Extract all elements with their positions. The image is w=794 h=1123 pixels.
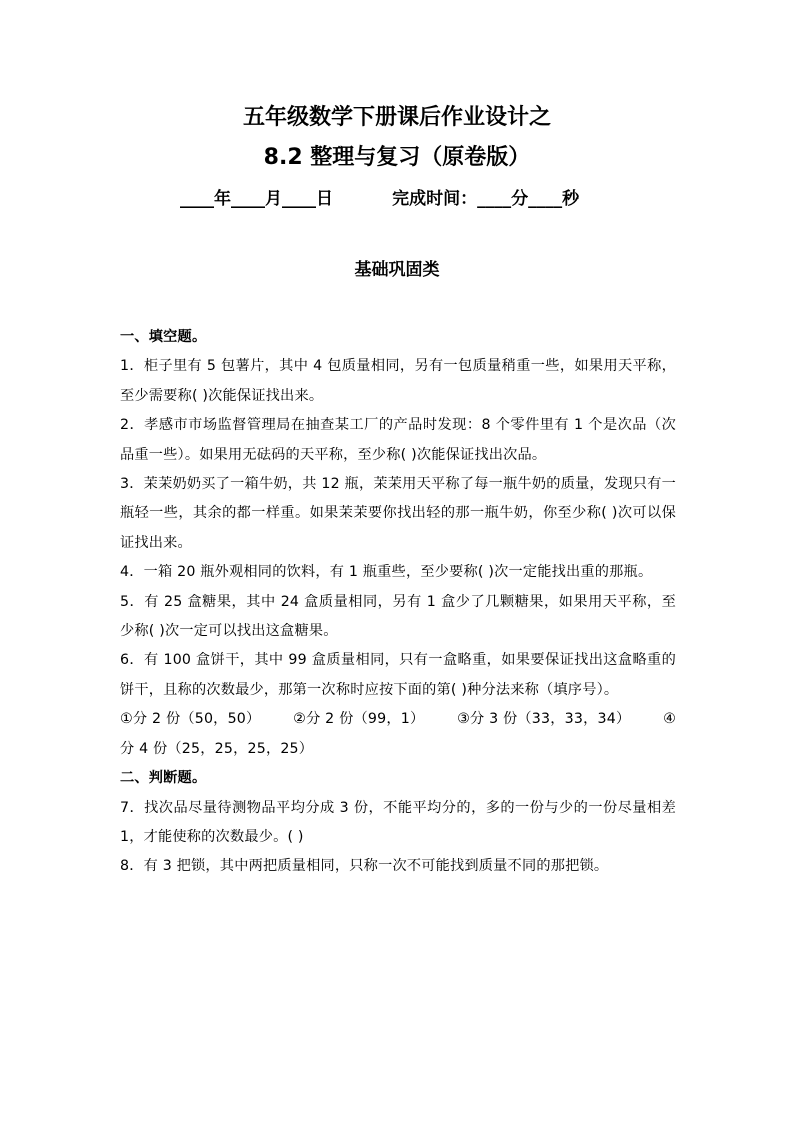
part1-heading: 一、填空题。 (120, 329, 207, 345)
question-4: 4．一箱 20 瓶外观相同的饮料，有 1 瓶重些，至少要称( )次一定能找出重的那瓶。 (120, 564, 653, 581)
question-3: 3．茉茉奶奶买了一箱牛奶，共 12 瓶，茉茉用天平称了每一瓶牛奶的质量，发现只有一瓶轻一些，其余的都一样重。如果茉茉要你找出轻的那一瓶牛奶，你至少称( )次可以保证找出来。 (120, 476, 676, 551)
question-7: 7．找次品尽量待测物品平均分成 3 份，不能平均分的，多的一份与少的一份尽量相差 1，才能使称的次数最少。( ) (120, 799, 676, 845)
question-1: 1．柜子里有 5 包薯片，其中 4 包质量相同，另有一包质量稍重一些，如果用天平称，至少需要称( )次能保证找出来。 (120, 358, 676, 404)
date-time-line: ____年____月____日 完成时间：____分____秒 (180, 189, 580, 209)
option-3: ③分 3 份（33，33，34） (457, 711, 631, 728)
worksheet-subtitle: 8.2 整理与复习（原卷版） (263, 145, 531, 170)
question-2: 2．孝感市市场监督管理局在抽查某工厂的产品时发现：8 个零件里有 1 个是次品（次品重一些）。如果用无砝码的天平称，至少称( )次能保证找出次品。 (120, 417, 676, 463)
question-5: 5．有 25 盒糖果，其中 24 盒质量相同，另有 1 盒少了几颗糖果，如果用天平称，至少称( )次一定可以找出这盒糖果。 (120, 593, 676, 640)
question-body (120, 323, 676, 882)
part2-heading: 二、判断题。 (120, 770, 207, 787)
option-4: 分 4 份（25，25，25，25） (120, 740, 314, 757)
worksheet-title: 五年级数学下册课后作业设计之 (242, 105, 551, 130)
question-6-options (120, 705, 676, 734)
option-1: ①分 2 份（50，50） (120, 711, 261, 728)
option-2: ②分 2 份（99，1） (293, 711, 425, 728)
question-6: 6．有 100 盒饼干，其中 99 盒质量相同，只有一盒略重，如果要保证找出这盒略重的饼干，且称的次数最少，那第一次称时应按下面的第( )种分法来称（填序号）。 (120, 652, 676, 698)
question-8: 8．有 3 把锁，其中两把质量相同，只称一次不可能找到质量不同的那把锁。 (120, 858, 609, 875)
section-title: 基础巩固类 (354, 260, 440, 280)
option-4-marker: ④ (663, 711, 676, 728)
